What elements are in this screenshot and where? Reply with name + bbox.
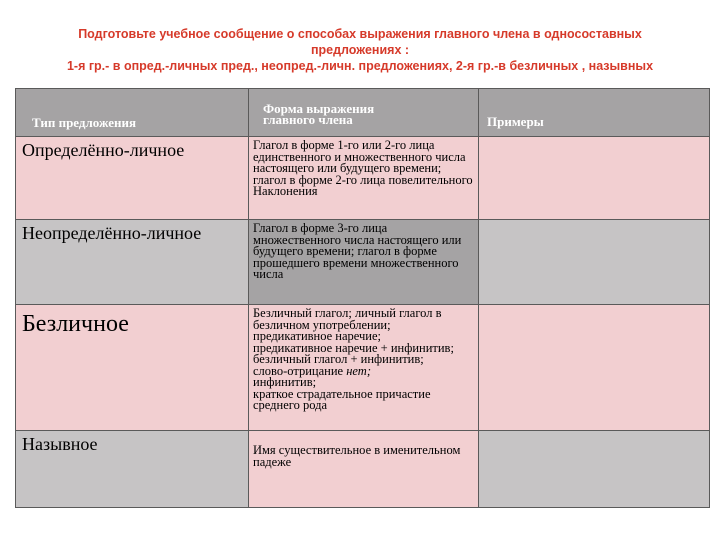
header-form-line-2: главного члена xyxy=(263,112,353,127)
table-row xyxy=(16,431,710,508)
header-cell-form xyxy=(249,89,479,137)
header-examples: Примеры xyxy=(487,114,544,129)
table-row xyxy=(16,220,710,305)
header-cell-type xyxy=(16,89,249,137)
row-form: Имя существительное в именительном падеже xyxy=(249,431,479,508)
slide-title xyxy=(20,26,700,74)
table-row xyxy=(16,305,710,431)
table-row xyxy=(16,137,710,220)
row-type: Назывное xyxy=(16,431,249,508)
header-form xyxy=(263,103,374,125)
row-form: Глагол в форме 3-го лица множественного числа настоящего или будущего времени; глагол в форме прошедшего времени множественного числа xyxy=(249,220,479,305)
header-form-line-1: Форма выражения xyxy=(263,101,375,116)
table-header-row xyxy=(16,89,710,137)
row-examples xyxy=(479,431,710,508)
row-type: Определённо-личное xyxy=(16,137,249,220)
row-form: Глагол в форме 1-го или 2-го лица единственного и множественного числа настоящего или будущего времени; глагол в форме 2-го лица повелительного Наклонения xyxy=(249,137,479,220)
row-examples xyxy=(479,220,710,305)
row-examples xyxy=(479,137,710,220)
title-line-3: 1-я гр.- в опред.-личных пред., неопред.-личн. предложениях, 2-я гр.-в безличных , назывных xyxy=(66,59,654,73)
row-type: Безличное xyxy=(16,305,249,431)
title-line-2: предложениях : xyxy=(310,43,410,57)
sentence-types-table xyxy=(15,88,710,508)
title-line-1: Подготовьте учебное сообщение о способах выражения главного члена в односоставных xyxy=(78,27,642,41)
header-cell-examples xyxy=(479,89,710,137)
header-type: Тип предложения xyxy=(32,115,136,130)
row-type: Неопределённо-личное xyxy=(16,220,249,305)
row-form: Безличный глагол; личный глагол в безличном употреблении; предикативное наречие; предикативное наречие + инфинитив; безличный глагол + инфинитив; слово-отрицание нет; инфинитив; краткое страдательное причастие среднего рода xyxy=(249,305,479,431)
row-examples xyxy=(479,305,710,431)
